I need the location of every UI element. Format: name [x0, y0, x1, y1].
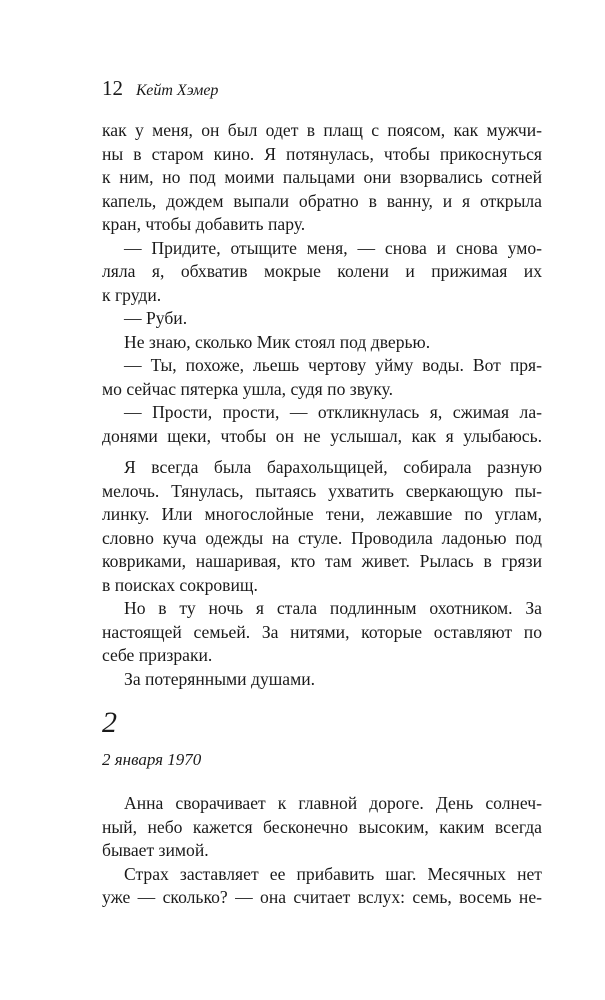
- text-line: — Прости, прости, — откликнулась я, сжимая ла-: [124, 402, 542, 422]
- text-line: уже — сколько? — она считает вслух: семь, восемь не-: [102, 887, 542, 907]
- chapter-number: 2: [102, 706, 117, 739]
- text-line: мо сейчас пятерка ушла, судя по звуку.: [102, 378, 393, 399]
- text-line: капель, дождем выпали обратно в ванну, и я открыла: [102, 190, 542, 211]
- text-line: ковриками, нашаривая, кто там живет. Рылась в грязи: [102, 551, 542, 571]
- text-section-1: [102, 119, 542, 448]
- text-line: линку. Или многослойные тени, лежавшие по углам,: [102, 504, 542, 524]
- text-line: — Придите, отыщите меня, — снова и снова умо-: [124, 237, 542, 258]
- text-line: ны в старом кино. Я потянулась, чтобы прикоснуться: [102, 143, 542, 164]
- text-line: Не знаю, сколько Мик стоял под дверью.: [124, 331, 431, 352]
- text-line: ный, небо кажется бесконечно высоким, каким всегда: [102, 816, 542, 837]
- text-line: к груди.: [102, 284, 162, 305]
- text-section-2: [102, 456, 542, 691]
- text-section-3: [102, 792, 542, 910]
- page-header: [102, 76, 542, 106]
- text-line: к ним, но под моими пальцами они взорвались сотней: [102, 167, 542, 187]
- text-line: — Руби.: [124, 308, 188, 328]
- text-line: кран, чтобы добавить пару.: [102, 214, 306, 234]
- text-line: словно куча одежды на стуле. Проводила ладонью под: [102, 527, 542, 548]
- text-line: как у меня, он был одет в плащ с поясом, как мужчи-: [102, 120, 542, 140]
- text-line: бывает зимой.: [102, 840, 209, 860]
- text-line: донями щеки, чтобы он не услышал, как я улыбаюсь.: [102, 425, 542, 446]
- text-line: За потерянными душами.: [124, 668, 316, 689]
- text-line: Страх заставляет ее прибавить шаг. Месячных нет: [124, 863, 542, 884]
- text-line: Я всегда была барахольщицей, собирала разную: [124, 457, 542, 477]
- chapter-date: 2 января 1970: [102, 750, 202, 769]
- running-head-author: Кейт Хэмер: [136, 82, 219, 99]
- text-line: Но в ту ночь я стала подлинным охотником. За: [124, 598, 542, 618]
- text-line: настоящей семьей. За нитями, которые оставляют по: [102, 621, 542, 642]
- text-line: мелочь. Тянулась, пытаясь ухватить сверкающую пы-: [102, 480, 542, 501]
- text-line: ляла я, обхватив мокрые колени и прижимая их: [102, 261, 542, 281]
- text-line: — Ты, похоже, льешь чертову уйму воды. Вот пря-: [124, 355, 542, 375]
- text-line: себе призраки.: [102, 645, 213, 665]
- page-number: 12: [102, 76, 123, 100]
- text-line: в поисках сокровищ.: [102, 574, 258, 595]
- text-line: Анна сворачивает к главной дороге. День солнеч-: [124, 793, 542, 813]
